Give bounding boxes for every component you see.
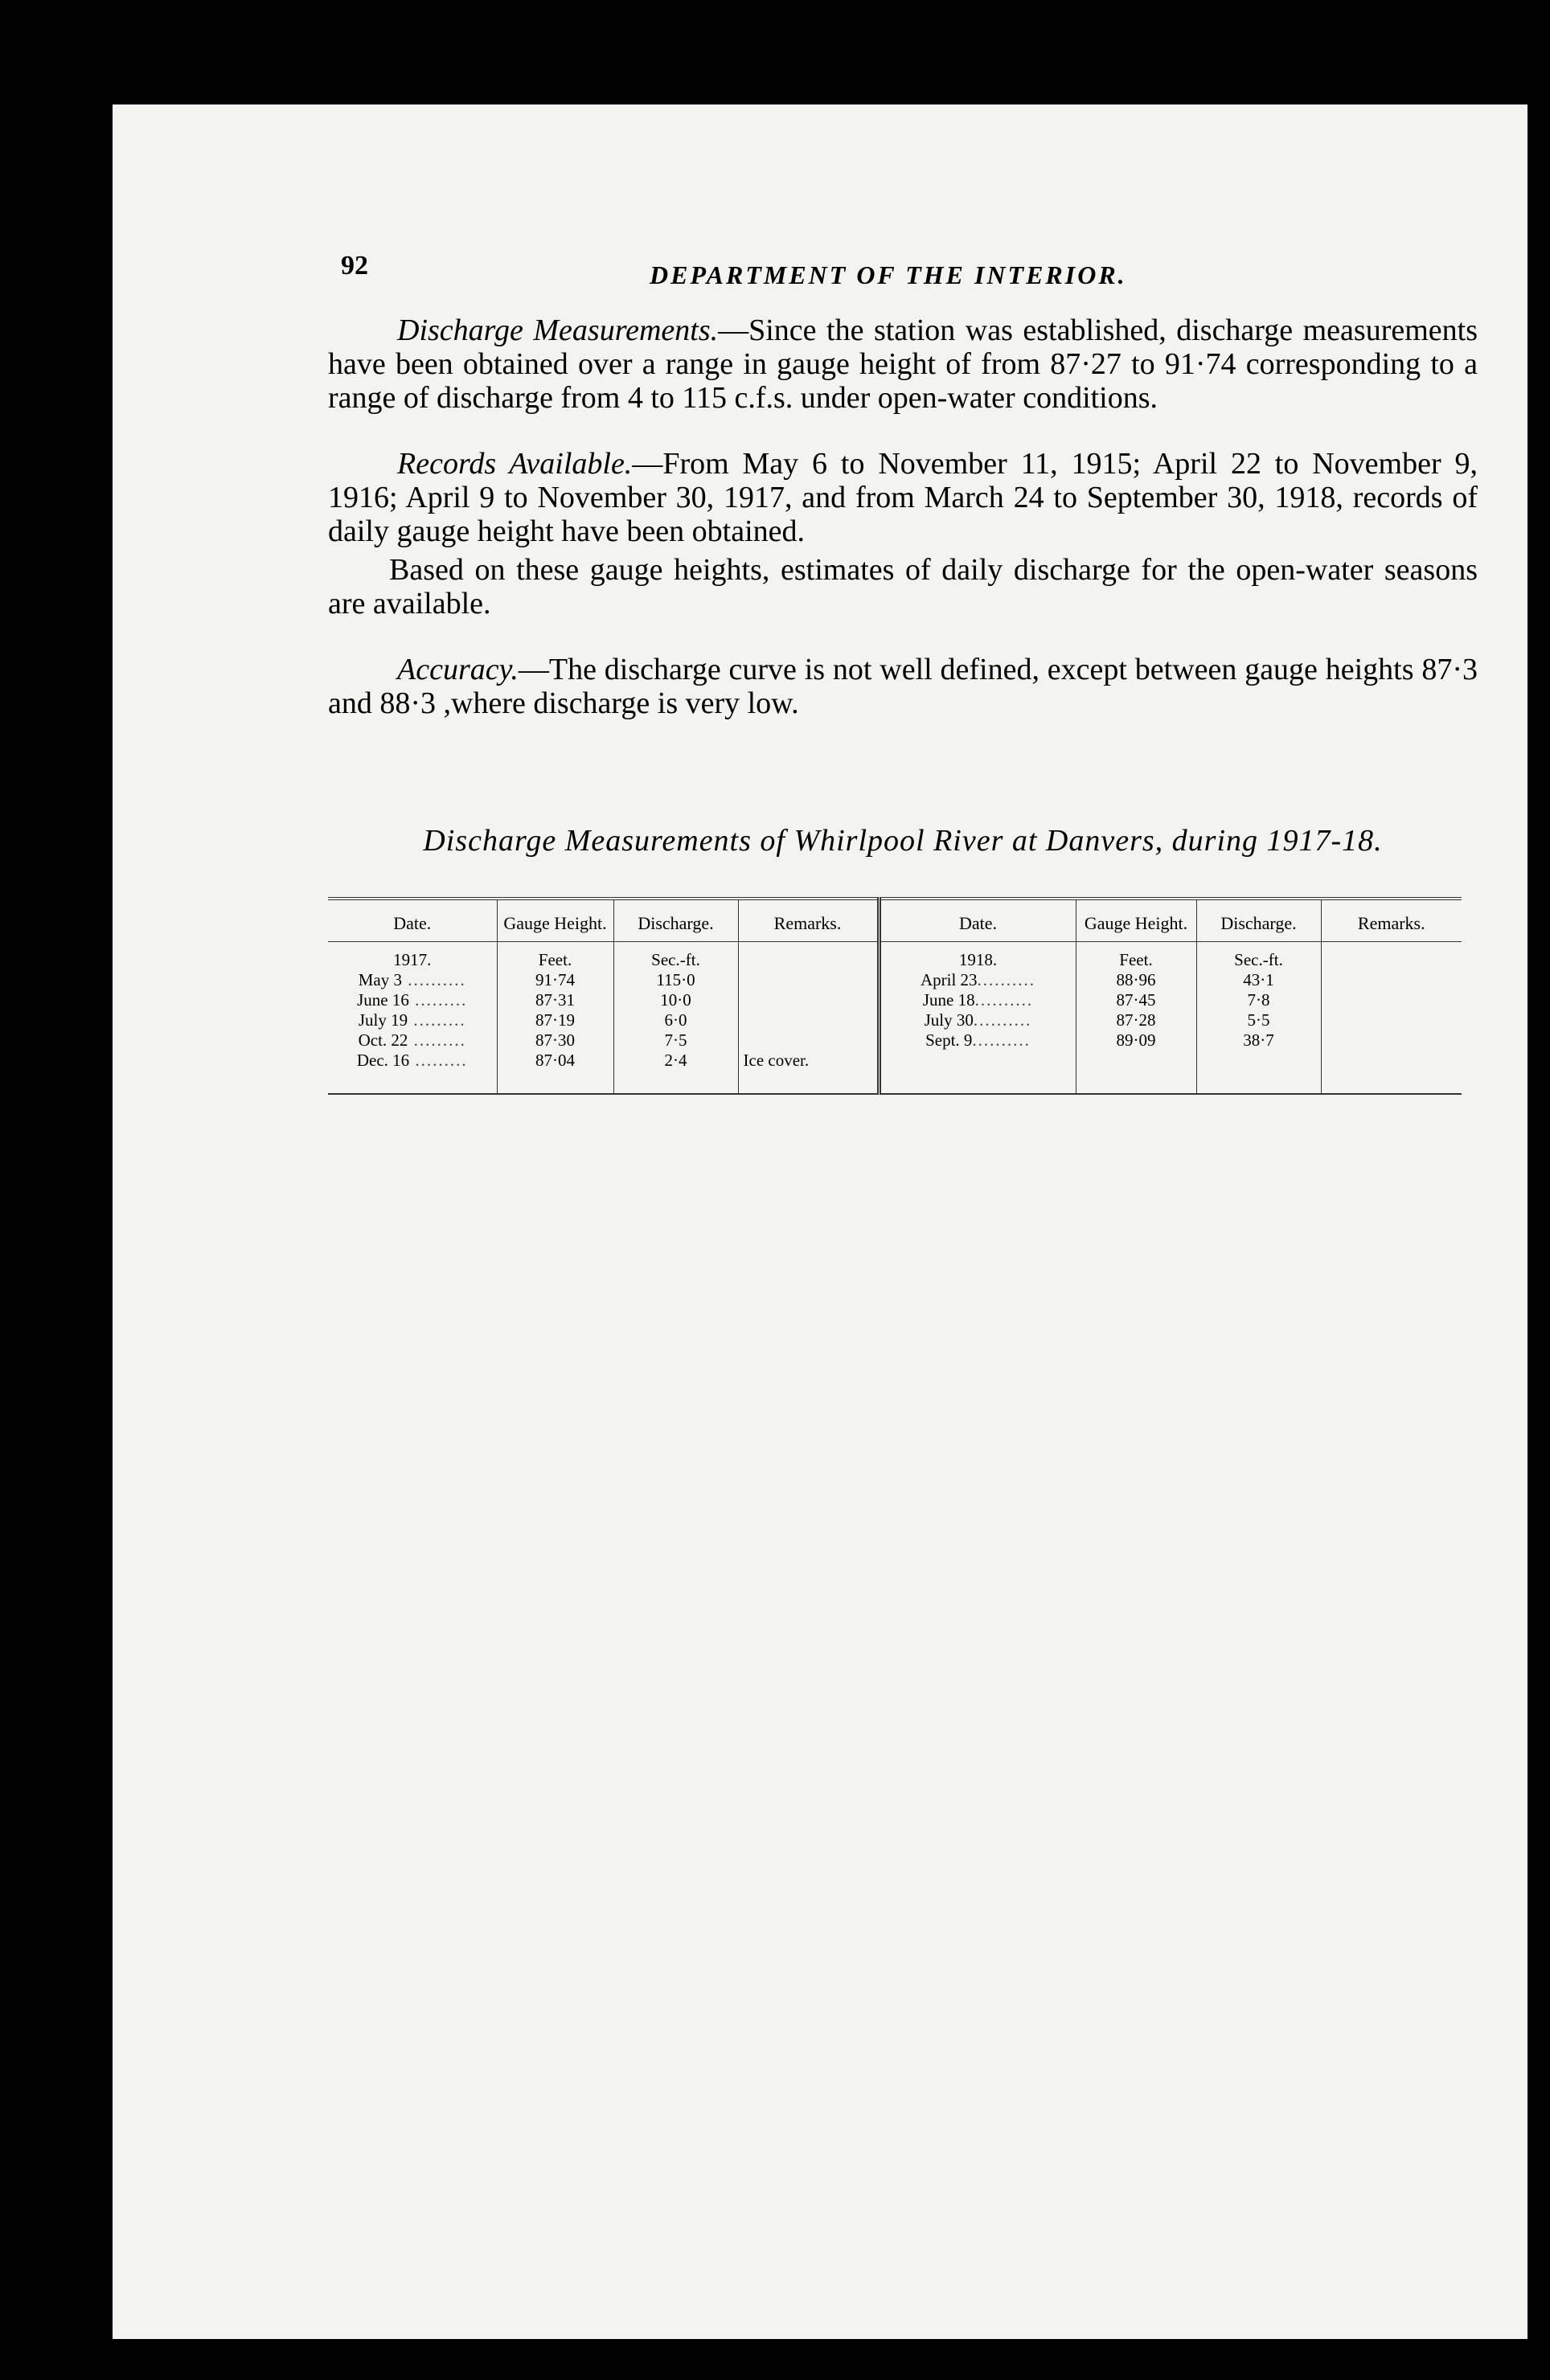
header-discharge: Discharge. <box>1196 899 1321 942</box>
header-remarks: Remarks. <box>1321 899 1462 942</box>
page-number: 92 <box>341 251 368 281</box>
header-gauge-height: Gauge Height. <box>1076 899 1196 942</box>
table-cell: 10·0 <box>660 990 691 1010</box>
table-cell: 7·5 <box>664 1030 687 1050</box>
header-date: Date. <box>879 899 1076 942</box>
header-remarks: Remarks. <box>738 899 879 942</box>
table-title: Discharge Measurements of Whirlpool River at Danvers, during 1917-18. <box>423 824 1383 858</box>
table-cell: 87·04 <box>535 1051 575 1070</box>
table-row-date: June 16 ......... <box>357 990 468 1010</box>
header-date: Date. <box>328 899 497 942</box>
paragraph-lead: Records Available. <box>397 447 633 481</box>
table-row-date: May 3 .......... <box>358 970 466 989</box>
unit-label: Feet. <box>538 950 572 969</box>
paragraph-accuracy <box>328 653 1478 720</box>
table-cell: 87·28 <box>1116 1010 1156 1030</box>
paragraph-text: —From May 6 to November 11, 1915; April 22 to November 9, 1916; April 9 to November 30, 1917, and from March 24 to September 30, 1918, records of daily gauge height have been obtained. <box>328 447 1478 548</box>
discharge-column-1918 <box>1196 942 1321 1095</box>
table-cell: 88·96 <box>1116 970 1156 989</box>
table-row-date: Dec. 16 ......... <box>356 1051 468 1070</box>
discharge-column-1917 <box>613 942 738 1095</box>
gauge-column-1918 <box>1076 942 1196 1095</box>
gauge-column-1917 <box>497 942 613 1095</box>
paragraph-lead: Accuracy. <box>397 653 519 686</box>
table-cell: 6·0 <box>664 1010 687 1030</box>
paragraph-discharge-measurements <box>328 313 1478 415</box>
date-column-1918 <box>879 942 1076 1095</box>
unit-label: Sec.-ft. <box>651 950 700 969</box>
paragraph-estimates <box>328 553 1478 621</box>
paragraph-text: Based on these gauge heights, estimates of daily discharge for the open-water seasons are available. <box>328 553 1478 621</box>
header-gauge-height: Gauge Height. <box>497 899 613 942</box>
remarks-column-1917 <box>738 942 879 1095</box>
table-cell: 5·5 <box>1247 1010 1270 1030</box>
paragraph-records-available <box>328 447 1478 548</box>
table-cell: 38·7 <box>1243 1030 1274 1050</box>
table-cell: 91·74 <box>535 970 575 989</box>
table-row-date: June 18.......... <box>922 990 1034 1010</box>
year-label: 1917. <box>393 950 432 969</box>
year-label: 1918. <box>958 950 998 969</box>
page-header <box>328 241 1478 289</box>
table-cell: 43·1 <box>1243 970 1274 989</box>
table-header-row <box>328 899 1462 942</box>
paragraph-text: —The discharge curve is not well defined, except between gauge heights 87·3 and 88·3 ,where discharge is very low. <box>328 653 1478 720</box>
table-body-row <box>328 942 1462 1095</box>
unit-label: Feet. <box>1119 950 1153 969</box>
table-row-date: Oct. 22 ......... <box>358 1030 466 1050</box>
date-column-1917 <box>328 942 497 1095</box>
paragraph-lead: Discharge Measurements. <box>397 313 719 347</box>
table-cell: 87·30 <box>535 1030 575 1050</box>
table-cell: 115·0 <box>656 970 695 989</box>
table-row-date: July 19 ......... <box>358 1010 466 1030</box>
header-discharge: Discharge. <box>613 899 738 942</box>
table-cell: 7·8 <box>1247 990 1270 1010</box>
remark-ice-cover: Ice cover. <box>743 1051 810 1070</box>
table-cell: 2·4 <box>664 1051 687 1070</box>
table-row-date: July 30.......... <box>924 1010 1032 1030</box>
remarks-column-1918 <box>1321 942 1462 1095</box>
discharge-measurements-table <box>328 897 1462 1095</box>
running-head: DEPARTMENT OF THE INTERIOR. <box>650 260 1127 289</box>
paragraph-text: —Since the station was established, discharge measurements have been obtained over a range in gauge height of from 87·27 to 91·74 corresponding to a range of discharge from 4 to 115 c.f.s. under open-water conditions. <box>328 313 1478 415</box>
table-cell: 87·45 <box>1116 990 1156 1010</box>
table-row-date: April 23.......... <box>920 970 1036 989</box>
table-cell: 87·19 <box>535 1010 575 1030</box>
table-row-date: Sept. 9.......... <box>925 1030 1031 1050</box>
unit-label: Sec.-ft. <box>1234 950 1283 969</box>
table-cell: 89·09 <box>1116 1030 1156 1050</box>
table-cell: 87·31 <box>535 990 575 1010</box>
page-content <box>328 241 1478 1095</box>
